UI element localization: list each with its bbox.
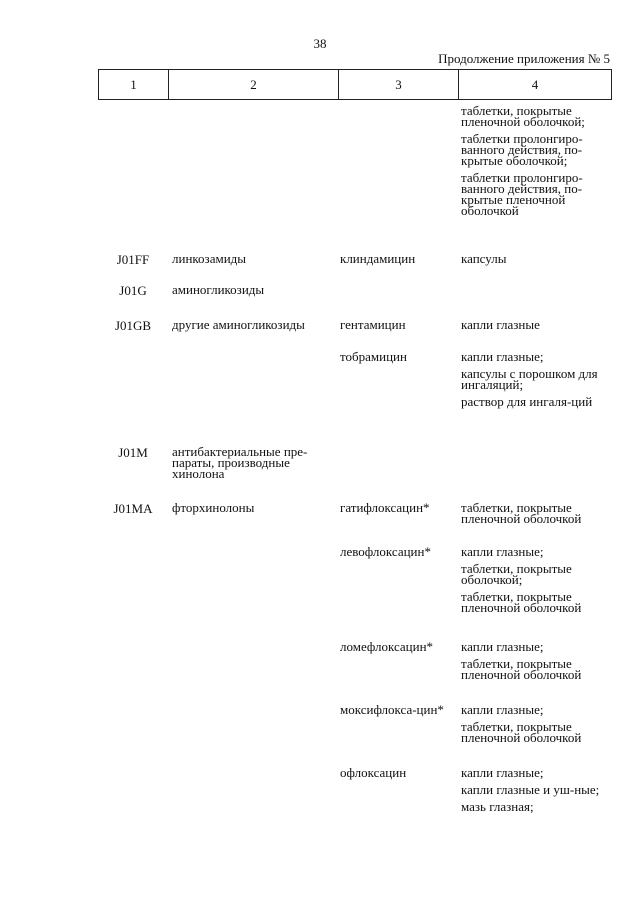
form-item: мазь глазная;	[461, 799, 534, 814]
form-item: капсулы с порошком для ингаляций;	[461, 366, 598, 392]
atc-code: J01FF	[116, 252, 150, 267]
form-item: раствор для ингаля-ций	[461, 394, 593, 409]
form-item: таблетки, покрытые пленочной оболочкой	[461, 656, 582, 682]
atc-code: J01MA	[113, 501, 153, 516]
column-header-4: 4	[459, 70, 612, 100]
column-header-1: 1	[99, 70, 169, 100]
page-number: 38	[313, 36, 327, 51]
drug-name: левофлоксацин*	[340, 544, 431, 559]
form-item: таблетки, покрытые пленочной оболочкой	[461, 500, 582, 526]
form-item: капли глазные	[461, 317, 540, 332]
group-name: другие аминогликозиды	[172, 317, 305, 332]
forms-cell	[461, 767, 611, 818]
group-name: линкозамиды	[172, 251, 246, 266]
drug-name: гатифлоксацин*	[340, 500, 430, 515]
atc-code: J01G	[119, 283, 147, 298]
form-item: капли глазные и уш-ные;	[461, 782, 600, 797]
form-item: капли глазные;	[461, 765, 544, 780]
form-item: таблетки, покрытые пленочной оболочкой;	[461, 103, 585, 129]
form-item: таблетки, покрытые пленочной оболочкой	[461, 589, 582, 615]
drug-name: офлоксацин	[340, 765, 407, 780]
drug-name: моксифлокса-цин*	[340, 702, 444, 717]
form-item: капли глазные;	[461, 702, 544, 717]
atc-code: J01M	[118, 445, 148, 460]
forms-cell	[461, 253, 611, 270]
table-header	[98, 69, 612, 100]
form-item: таблетки пролонгиро-ванного действия, по-крытые оболочкой;	[461, 131, 583, 168]
form-item: таблетки пролонгиро-ванного действия, по-крытые пленочной оболочкой	[461, 170, 583, 218]
forms-cell	[461, 704, 611, 749]
forms-cell	[461, 546, 611, 619]
forms-cell	[461, 641, 611, 686]
drug-name: гентамицин	[340, 317, 406, 332]
form-item: таблетки, покрытые пленочной оболочкой	[461, 719, 582, 745]
form-item: таблетки, покрытые оболочкой;	[461, 561, 572, 587]
form-item: капли глазные;	[461, 349, 544, 364]
forms-cell	[461, 105, 611, 222]
forms-cell	[461, 502, 611, 530]
column-header-3: 3	[339, 70, 459, 100]
group-name: фторхинолоны	[172, 500, 255, 515]
forms-cell	[461, 351, 611, 413]
form-item: капсулы	[461, 251, 507, 266]
column-header-2: 2	[169, 70, 339, 100]
forms-cell	[461, 319, 611, 336]
group-name: аминогликозиды	[172, 282, 265, 297]
drug-name: ломефлоксацин*	[340, 639, 434, 654]
form-item: капли глазные;	[461, 544, 544, 559]
group-name: антибактериальные пре-параты, производные хинолона	[172, 444, 308, 481]
continuation-note: Продолжение приложения № 5	[438, 51, 610, 66]
drug-name: клиндамицин	[340, 251, 416, 266]
form-item: капли глазные;	[461, 639, 544, 654]
atc-code: J01GB	[114, 318, 152, 333]
drug-name: тобрамицин	[340, 349, 407, 364]
